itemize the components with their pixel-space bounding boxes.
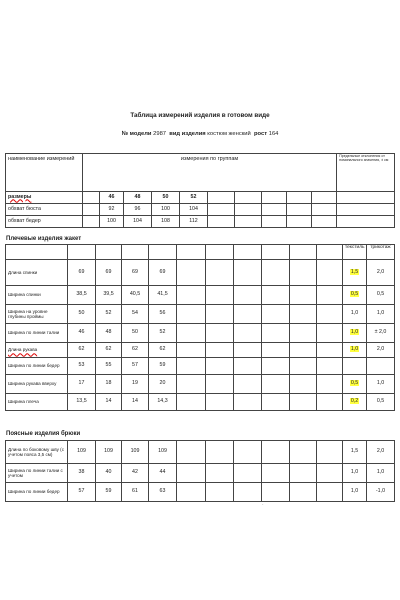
value-cell: 55 <box>96 358 122 375</box>
row-label: Длина по боковому шву (с учетом пояса 3,5 см) <box>6 441 68 464</box>
highlighted-value: 1,0 <box>350 346 359 353</box>
empty-cell <box>177 483 206 502</box>
knit-tolerance: -1,0 <box>367 483 395 502</box>
empty-cell <box>234 358 262 375</box>
empty-cell <box>177 343 206 358</box>
knit-tolerance: 0,5 <box>367 286 395 305</box>
empty-cell <box>206 305 234 324</box>
value-cell: 46 <box>68 324 96 343</box>
value-cell: 50 <box>122 324 149 343</box>
row-label: Длина спинки <box>6 260 68 286</box>
table-row <box>6 441 395 464</box>
empty-cell <box>290 394 317 411</box>
size-cell: 46 <box>100 192 124 204</box>
highlighted-value: 1,0 <box>350 329 359 336</box>
value-cell: 44 <box>149 464 177 483</box>
groups-header: измерения по группам <box>83 154 337 192</box>
value-cell: 50 <box>68 305 96 324</box>
model-number: 2987 <box>153 131 167 137</box>
jacket-table <box>5 244 395 411</box>
empty-cell <box>206 358 234 375</box>
value-cell: 61 <box>122 483 149 502</box>
value-cell: 69 <box>68 260 96 286</box>
table-row <box>6 305 395 324</box>
textile-tolerance: 1,0 <box>343 305 367 324</box>
textile-tolerance <box>343 324 367 343</box>
empty-cell <box>206 483 234 502</box>
row-label: Ширина плеча <box>6 394 68 411</box>
value-cell: 104 <box>180 204 208 216</box>
empty-cell <box>317 305 343 324</box>
row-label: Ширина по линии бедер <box>6 483 68 502</box>
empty-cell <box>206 394 234 411</box>
value-cell: 56 <box>149 305 177 324</box>
product-type: костюм женский <box>207 131 251 137</box>
value-cell: 40,5 <box>122 286 149 305</box>
height-value: 164 <box>268 131 279 137</box>
value-cell: 39,5 <box>96 286 122 305</box>
empty-cell <box>234 375 262 394</box>
value-cell: 109 <box>96 441 122 464</box>
highlighted-value: 1,5 <box>350 268 359 275</box>
empty-cell <box>317 394 343 411</box>
value-cell: 109 <box>68 441 96 464</box>
type-label: вид изделия <box>169 131 206 137</box>
empty-cell <box>262 375 290 394</box>
empty-cell <box>290 305 317 324</box>
textile-tolerance <box>343 260 367 286</box>
textile-tolerance: 1,0 <box>343 464 367 483</box>
textile-tolerance <box>343 358 367 375</box>
empty-cell <box>317 464 343 483</box>
empty-cell <box>262 394 290 411</box>
knit-column-header: трикотаж <box>367 245 395 260</box>
value-cell: 18 <box>96 375 122 394</box>
empty-cell <box>234 260 262 286</box>
value-cell: 69 <box>122 260 149 286</box>
table-row <box>6 324 395 343</box>
row-label: Длина рукава <box>6 343 68 358</box>
empty-cell <box>234 305 262 324</box>
row-label: Ширина спинки <box>6 286 68 305</box>
empty-cell <box>262 464 290 483</box>
value-cell: 20 <box>149 375 177 394</box>
empty-cell <box>177 324 206 343</box>
textile-tolerance <box>343 394 367 411</box>
value-cell: 112 <box>180 216 208 228</box>
empty-cell <box>262 343 290 358</box>
empty-cell <box>234 483 262 502</box>
value-cell: 13,5 <box>68 394 96 411</box>
row-label: обхват бедер <box>6 216 83 228</box>
table-row <box>6 260 395 286</box>
knit-tolerance: ± 2,0 <box>367 324 395 343</box>
sizes-row <box>6 192 395 204</box>
value-cell: 42 <box>122 464 149 483</box>
empty-cell <box>317 375 343 394</box>
empty-cell <box>290 260 317 286</box>
knit-tolerance: 2,0 <box>367 260 395 286</box>
empty-cell <box>234 324 262 343</box>
model-label: № модели <box>121 131 152 137</box>
empty-cell <box>177 358 206 375</box>
empty-cell <box>290 375 317 394</box>
value-cell: 92 <box>100 204 124 216</box>
page-title: Таблица измерений изделия в готовом виде <box>130 112 270 119</box>
highlighted-value: 0,2 <box>350 398 359 405</box>
sizes-label: размеры <box>6 192 83 204</box>
value-cell: 48 <box>96 324 122 343</box>
value-cell: 63 <box>149 483 177 502</box>
empty-cell <box>206 441 234 464</box>
value-cell: 59 <box>96 483 122 502</box>
value-cell: 52 <box>149 324 177 343</box>
size-cell: 48 <box>124 192 152 204</box>
table-row <box>6 358 395 375</box>
textile-tolerance: 1,0 <box>343 483 367 502</box>
empty-cell <box>262 305 290 324</box>
empty-cell <box>177 286 206 305</box>
empty-cell <box>234 464 262 483</box>
value-cell: 38,5 <box>68 286 96 305</box>
value-cell: 69 <box>96 260 122 286</box>
empty-cell <box>234 394 262 411</box>
empty-cell <box>177 260 206 286</box>
value-cell: 19 <box>122 375 149 394</box>
table-row <box>6 464 395 483</box>
table-row <box>6 375 395 394</box>
empty-cell <box>317 260 343 286</box>
empty-cell <box>262 286 290 305</box>
empty-cell <box>234 343 262 358</box>
textile-tolerance: 1,5 <box>343 441 367 464</box>
knit-tolerance <box>367 358 395 375</box>
empty-cell <box>206 324 234 343</box>
empty-cell <box>262 260 290 286</box>
empty-cell <box>206 464 234 483</box>
value-cell: 108 <box>152 216 180 228</box>
empty-cell <box>290 358 317 375</box>
value-cell: 41,5 <box>149 286 177 305</box>
value-cell: 14 <box>96 394 122 411</box>
empty-cell <box>262 441 290 464</box>
empty-cell <box>290 441 317 464</box>
empty-cell <box>206 260 234 286</box>
knit-tolerance: 1,0 <box>367 305 395 324</box>
empty-cell <box>317 324 343 343</box>
value-cell: 17 <box>68 375 96 394</box>
value-cell: 100 <box>152 204 180 216</box>
tolerance-header: Предельные отклонения от номинального значения, ± см <box>337 154 395 192</box>
textile-tolerance <box>343 375 367 394</box>
value-cell: 69 <box>149 260 177 286</box>
empty-cell <box>177 305 206 324</box>
empty-cell <box>177 394 206 411</box>
table-row <box>6 394 395 411</box>
empty-cell <box>206 375 234 394</box>
knit-tolerance: 2,0 <box>367 343 395 358</box>
empty-cell <box>317 483 343 502</box>
height-label: рост <box>254 131 268 137</box>
value-cell: 57 <box>122 358 149 375</box>
value-cell: 40 <box>96 464 122 483</box>
textile-tolerance <box>343 286 367 305</box>
knit-tolerance: 0,5 <box>367 394 395 411</box>
value-cell: 59 <box>149 358 177 375</box>
row-label: Ширина рукава вверху <box>6 375 68 394</box>
pants-section-title: Поясные изделия брюки <box>6 431 81 437</box>
empty-cell <box>317 343 343 358</box>
empty-cell <box>177 464 206 483</box>
empty-cell <box>290 464 317 483</box>
empty-cell <box>317 286 343 305</box>
value-cell: 96 <box>124 204 152 216</box>
empty-cell <box>290 324 317 343</box>
table-row <box>6 204 395 216</box>
size-cell: 52 <box>180 192 208 204</box>
value-cell: 57 <box>68 483 96 502</box>
value-cell: 62 <box>68 343 96 358</box>
value-cell: 62 <box>96 343 122 358</box>
empty-cell <box>290 483 317 502</box>
table-row <box>6 216 395 228</box>
value-cell: 104 <box>124 216 152 228</box>
empty-cell <box>317 441 343 464</box>
empty-cell <box>234 441 262 464</box>
empty-cell <box>177 375 206 394</box>
value-cell: 54 <box>122 305 149 324</box>
table-row <box>6 343 395 358</box>
model-subtitle <box>0 131 400 137</box>
value-cell: 53 <box>68 358 96 375</box>
size-cell: 50 <box>152 192 180 204</box>
row-label: Ширина по линии талии с учетом <box>6 464 68 483</box>
jacket-section-title: Плечевые изделия жакет <box>6 236 82 242</box>
knit-tolerance: 1,0 <box>367 464 395 483</box>
knit-tolerance: 2,0 <box>367 441 395 464</box>
row-label: Ширина на уровне глубины проймы <box>6 305 68 324</box>
textile-tolerance <box>343 343 367 358</box>
knit-tolerance: 1,0 <box>367 375 395 394</box>
groups-table <box>5 153 395 228</box>
textile-column-header: текстиль <box>343 245 367 260</box>
empty-cell <box>317 358 343 375</box>
empty-cell <box>262 358 290 375</box>
empty-cell <box>206 286 234 305</box>
footer-mark: · <box>262 502 264 508</box>
name-column-header: наименование измерений <box>6 154 83 192</box>
value-cell: 62 <box>122 343 149 358</box>
empty-cell <box>177 441 206 464</box>
value-cell: 38 <box>68 464 96 483</box>
value-cell: 14 <box>122 394 149 411</box>
empty-cell <box>290 343 317 358</box>
value-cell: 14,3 <box>149 394 177 411</box>
value-cell: 52 <box>96 305 122 324</box>
pants-table <box>5 440 395 502</box>
value-cell: 109 <box>122 441 149 464</box>
empty-cell <box>262 483 290 502</box>
row-label: Ширина по линии бедер <box>6 358 68 375</box>
value-cell: 100 <box>100 216 124 228</box>
highlighted-value: 0,5 <box>350 380 359 387</box>
table-row <box>6 286 395 305</box>
empty-cell <box>262 324 290 343</box>
highlighted-value: 0,5 <box>350 291 359 298</box>
row-label: обхват бюста <box>6 204 83 216</box>
empty-cell <box>234 286 262 305</box>
empty-cell <box>290 286 317 305</box>
value-cell: 109 <box>149 441 177 464</box>
value-cell: 62 <box>149 343 177 358</box>
empty-cell <box>206 343 234 358</box>
row-label: Ширина по линии талии <box>6 324 68 343</box>
table-row <box>6 483 395 502</box>
